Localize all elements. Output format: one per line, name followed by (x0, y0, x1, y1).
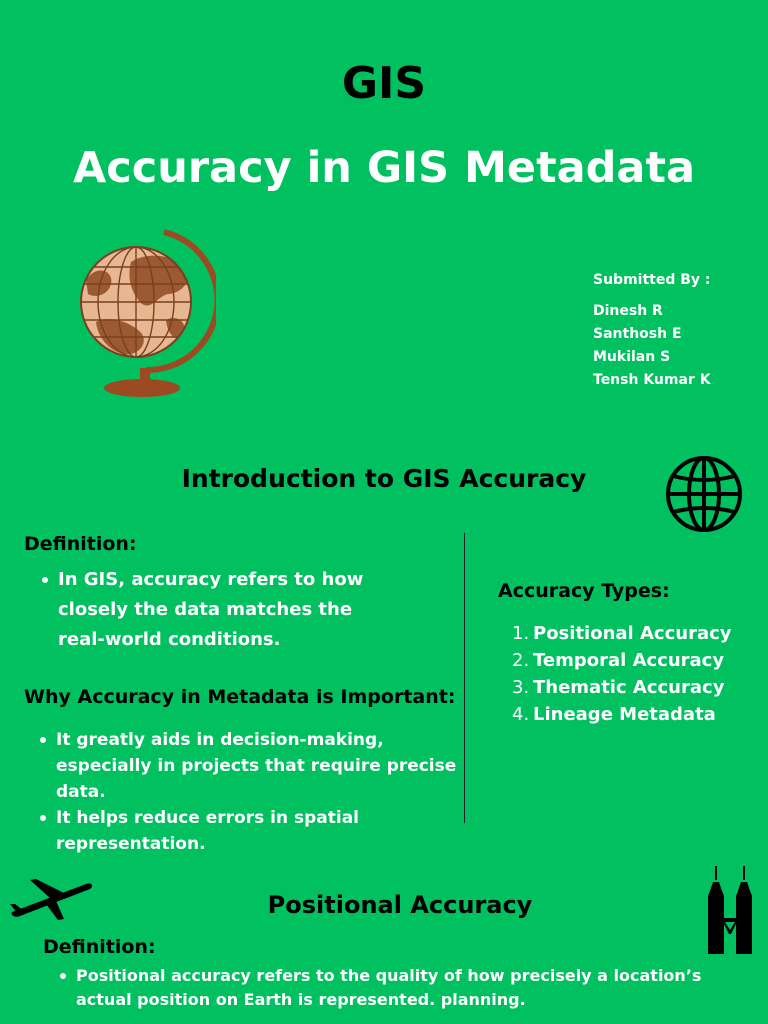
twin-towers-icon (703, 866, 757, 954)
definition-list (40, 565, 400, 655)
positional-heading: Positional Accuracy (267, 891, 533, 919)
author-name: Tensh Kumar K (593, 372, 711, 388)
list-item: It helps reduce errors in spatial representation. (38, 805, 458, 857)
definition-title: Definition: (24, 533, 137, 555)
page-subtitle: Accuracy in GIS Metadata (72, 143, 696, 193)
list-item: 2. Temporal Accuracy (512, 650, 725, 671)
why-accuracy-list (38, 727, 458, 857)
author-name: Santhosh E (593, 326, 682, 342)
submitted-by-block (593, 272, 711, 392)
world-grid-icon (664, 454, 744, 534)
page-title: GIS (341, 58, 427, 109)
positional-definition-list (58, 964, 738, 1012)
author-name: Mukilan S (593, 349, 671, 365)
why-accuracy-title: Why Accuracy in Metadata is Important: (24, 686, 456, 708)
positional-definition-title: Definition: (43, 936, 156, 958)
accuracy-types-list (512, 620, 732, 728)
accuracy-types-title: Accuracy Types: (498, 580, 670, 602)
intro-heading: Introduction to GIS Accuracy (181, 464, 587, 493)
desk-globe-icon (76, 222, 216, 402)
list-item: In GIS, accuracy refers to how closely the data matches the real-world conditions. (40, 565, 400, 655)
list-item: 1. Positional Accuracy (512, 623, 732, 644)
author-name: Dinesh R (593, 303, 663, 319)
list-item: Positional accuracy refers to the quality of how precisely a location’s actual position on Earth is represented. planning. (58, 964, 738, 1012)
list-item: 4. Lineage Metadata (512, 704, 716, 725)
column-divider (464, 533, 465, 823)
list-item: It greatly aids in decision-making, especially in projects that require precise data. (38, 727, 458, 805)
submitted-by-label: Submitted By : (593, 272, 711, 288)
list-item: 3. Thematic Accuracy (512, 677, 725, 698)
